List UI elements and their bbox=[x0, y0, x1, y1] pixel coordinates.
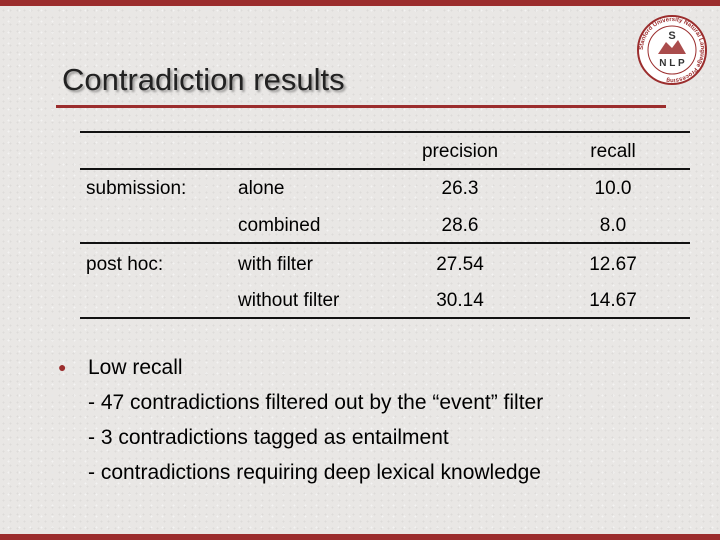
sub-bullet: - contradictions requiring deep lexical knowledge bbox=[88, 461, 541, 484]
row-system-combined: combined bbox=[238, 215, 321, 236]
bullet-dot-icon: ● bbox=[58, 359, 67, 375]
stanford-nlp-logo bbox=[636, 14, 708, 86]
top-accent-bar bbox=[0, 0, 720, 6]
group-label-post-hoc: post hoc: bbox=[86, 254, 164, 275]
row-system-without-filter: without filter bbox=[238, 290, 340, 311]
svg-text:N L P: N L P bbox=[659, 58, 685, 69]
table-bottom-rule bbox=[80, 317, 690, 319]
table-top-rule bbox=[80, 131, 690, 133]
logo-ring-text: Stanford University Natural Language Processing bbox=[638, 16, 706, 84]
group-label-submission: submission: bbox=[86, 178, 187, 199]
row-system-alone: alone bbox=[238, 178, 285, 199]
sub-bullet: - 3 contradictions tagged as entailment bbox=[88, 426, 449, 449]
table-group-rule bbox=[80, 242, 690, 244]
bullet-item bbox=[58, 350, 543, 385]
row-system-with-filter: with filter bbox=[238, 254, 313, 275]
bullet-list bbox=[58, 350, 543, 490]
sub-bullet: - 47 contradictions filtered out by the “event” filter bbox=[88, 391, 544, 414]
slide-title: Contradiction results bbox=[62, 62, 345, 97]
title-underline bbox=[56, 105, 666, 108]
bottom-accent-bar bbox=[0, 534, 720, 540]
bullet-text: Low recall bbox=[88, 356, 183, 379]
table-header-rule bbox=[80, 168, 690, 170]
svg-text:S: S bbox=[668, 30, 676, 42]
